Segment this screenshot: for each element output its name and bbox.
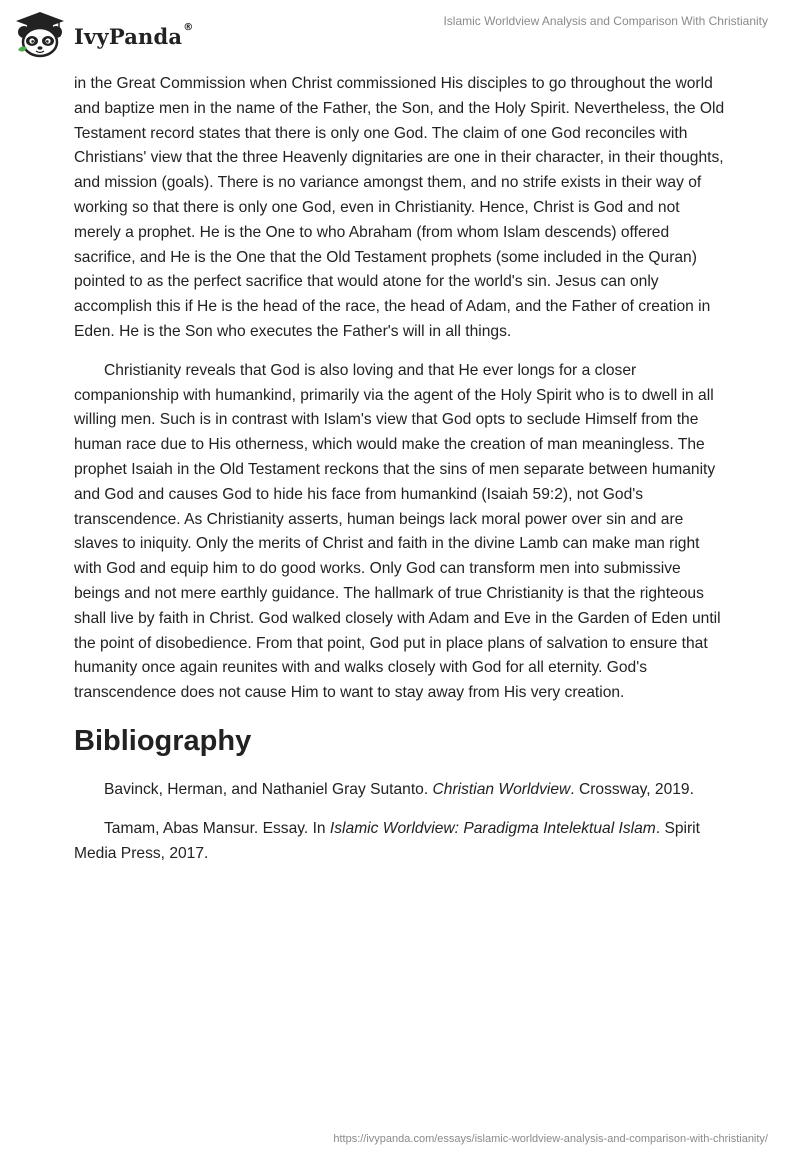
bib-entry-publisher: . Crossway, 2019. <box>570 780 694 798</box>
body-paragraph: in the Great Commission when Christ commissioned His disciples to go throughout the world and baptize men in the name of the Father, the Son, and the Holy Spirit. Nevertheless, the Old Testament record states that there is only one God. The claim of one God reconciles with Christians' view that the three Heavenly dignitaries are one in their character, in their thoughts, and mission (goals). There is no variance amongst them, and no strife exists in their way of working so that there is only one God, even in Christianity. Hence, Christ is God and not merely a prophet. He is the One to who Abraham (from whom Islam descends) offered sacrifice, and He is the One that the Old Testament prophets (some included in the Quran) pointed to as the perfect sacrifice that would atone for the world's sin. Jesus can only accomplish this if He is the head of the race, the head of Adam, and the Father of creation in Eden. He is the Son who executes the Father's will in all things. <box>74 75 725 340</box>
essay-content <box>74 72 726 880</box>
bibliography-heading: Bibliography <box>74 724 252 757</box>
bib-entry-publisher: . Spirit Media Press, 2017. <box>74 819 700 862</box>
bib-entry-title: Islamic Worldview: Paradigma Intelektual Islam <box>329 819 656 837</box>
bib-entry-title: Christian Worldview <box>432 780 571 798</box>
page-header <box>0 0 800 70</box>
brand-name-text: IvyPanda <box>74 23 183 49</box>
bibliography-entry <box>74 817 726 867</box>
bib-entry-authors: Bavinck, Herman, and Nathaniel Gray Sutanto. <box>104 780 433 798</box>
body-paragraph: Christianity reveals that God is also loving and that He ever longs for a closer companionship with humankind, primarily via the agent of the Holy Spirit who is to dwell in all willing men. Such is in contrast with Islam's view that God opts to seclude Himself from the human race due to His otherness, which would make the creation of man meaningless. The prophet Isaiah in the Old Testament reckons that the sins of men separate between humanity and God and causes God to hide his face from humankind (Isaiah 59:2), not God's transcendence. As Christianity asserts, human beings lack moral power over sin and are slaves to iniquity. Only the merits of Christ and faith in the divine Lamb can make man right with God and equip him to do good works. Only God can transform men into submissive beings and not mere earthly guidance. The hallmark of true Christianity is that the righteous shall live by faith in Christ. God walked closely with Adam and Eve in the Garden of Eden until the point of disobedience. From that point, God put in place plans of salvation to ensure that humanity once again reunites with and walks closely with God for all eternity. God's transcendence does not cause Him to want to stay away from His very creation. <box>74 361 721 702</box>
bibliography-entry <box>74 778 726 803</box>
panda-graduate-icon <box>14 10 66 58</box>
bib-entry-authors: Tamam, Abas Mansur. Essay. In <box>104 819 330 837</box>
document-title: Islamic Worldview Analysis and Comparison With Christianity <box>443 14 768 28</box>
registered-mark: ® <box>183 21 194 33</box>
brand-name <box>74 21 194 49</box>
ivypanda-logo[interactable] <box>14 10 193 58</box>
source-url[interactable]: https://ivypanda.com/essays/islamic-worldview-analysis-and-comparison-with-christianity/ <box>333 1133 768 1145</box>
